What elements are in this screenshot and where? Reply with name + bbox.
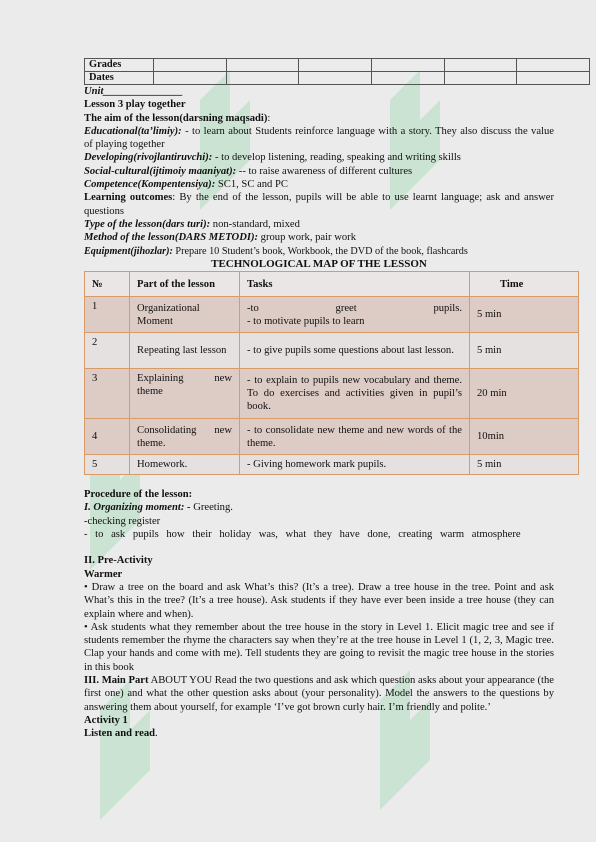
competence-text: SC1, SC and PC: [215, 179, 288, 191]
date-cell: [371, 72, 444, 85]
row-number: 5: [85, 455, 130, 475]
grade-cell: [226, 59, 299, 72]
table-row: [85, 297, 579, 333]
lesson-plan: [84, 58, 554, 741]
aim-label: The aim of the lesson(darsning maqsadi): [84, 112, 268, 124]
warmer-bullet-2: • Ask students what they remember about the tree house in the story in Level 1. Elicit magic tree and see if students remember the rhyme the characters say when they’re at the tree house in Level 1 (1, 2, 3, Magic tree. Clap your hands and come with me). Tell students they are going to revisit the magic tree house in the stories in this book: [84, 621, 554, 673]
date-cell: [154, 72, 227, 85]
row-time: 20 min: [470, 369, 579, 419]
aim-colon: :: [267, 112, 271, 124]
grade-cell: [154, 59, 227, 72]
row-tasks: [240, 297, 470, 333]
social-text: -- to raise awareness of different cultures: [236, 165, 413, 177]
table-row: [85, 72, 590, 85]
main-part-paragraph: [84, 674, 554, 714]
table-row: [85, 369, 579, 419]
row-part: Explaining new theme: [130, 369, 240, 419]
row-number: 3: [85, 369, 130, 419]
table-row: [85, 455, 579, 475]
activity-text: Listen and read: [84, 728, 156, 740]
grade-cell: [299, 59, 372, 72]
outcomes-label: Learning outcomes: [84, 192, 173, 204]
type-line: [84, 218, 554, 231]
method-line: [84, 231, 554, 244]
row-number: 2: [85, 333, 130, 369]
ask-text-a: - to ask pupils how their holiday was: [84, 529, 276, 541]
competence-line: [84, 178, 554, 191]
task-line-1: [247, 302, 462, 315]
row-part: Homework.: [130, 455, 240, 475]
row-number: 4: [85, 419, 130, 455]
type-label: Type of the lesson(dars turi):: [84, 218, 211, 230]
column-header-part: Part of the lesson: [130, 272, 240, 297]
technological-map-table: [84, 271, 579, 475]
ask-line: [84, 528, 554, 541]
date-cell: [299, 72, 372, 85]
equipment-label: Equipment(jihozlar):: [84, 245, 173, 257]
column-header-time: Time: [470, 272, 579, 297]
main-part-label: III. Main Part: [84, 675, 149, 687]
task-word: greet: [335, 302, 357, 314]
activity-line: [84, 727, 554, 740]
educational-text: - to learn about Students reinforce language with a story. They also discuss the value of playing together: [84, 125, 554, 151]
table-row: [85, 333, 579, 369]
checking-line: -checking register: [84, 515, 161, 527]
date-cell: [226, 72, 299, 85]
method-label: Method of the lesson(DARS METODI):: [84, 232, 259, 244]
row-part: Repeating last lesson: [130, 333, 240, 369]
procedure-title: Procedure of the lesson:: [84, 489, 193, 501]
grades-label: Grades: [85, 59, 154, 72]
competence-label: Competence(Kompentensiya):: [84, 179, 216, 191]
row-number: 1: [85, 297, 130, 333]
type-text: non-standard, mixed: [210, 218, 300, 230]
organizing-label: I. Organizing moment: -: [84, 502, 191, 514]
warmer-title: Warmer: [84, 568, 123, 580]
row-time: 5 min: [470, 333, 579, 369]
grade-cell: [517, 59, 590, 72]
column-header-tasks: Tasks: [240, 272, 470, 297]
educational-line: [84, 125, 554, 152]
equipment-line: [84, 245, 554, 258]
grade-cell: [371, 59, 444, 72]
task-word: -to: [247, 302, 259, 314]
spacer: [84, 541, 554, 554]
warmer-bullet-1: • Draw a tree on the board and ask What’s this? (It’s a tree). Draw a tree house in the tree. Point and ask What’s this in the tree? (It’s a tree house). Ask students if they have ever been inside a tree house (they can explain where and when).: [84, 581, 554, 620]
ask-text-b: , what they have done, creating warm atmosphere: [275, 529, 521, 541]
outcomes-text: : By the end of the lesson, pupils will be able to use learnt language; ask and answer questions: [84, 192, 554, 217]
row-tasks: - to consolidate new theme and new words of the theme.: [240, 419, 470, 455]
row-part: Organizational Moment: [130, 297, 240, 333]
main-part-text: ABOUT YOU Read the two questions and ask which question asks about your appearance (the first one) and what the other question asks about (your personality). Model the answers to the questions by answering them about yourself, for example ‘I’ve got brown curly hair. I’m friendly and polite.’: [84, 675, 554, 713]
organizing-text: Greeting.: [190, 502, 233, 514]
aim-line: [84, 112, 554, 125]
social-line: [84, 165, 554, 178]
outcomes-line: [84, 191, 554, 218]
task-word: pupils.: [433, 302, 462, 314]
table-row: [85, 59, 590, 72]
social-label: Social-cultural(ijtimoiy maaniyat):: [84, 165, 237, 177]
row-tasks: - Giving homework mark pupils.: [240, 455, 470, 475]
educational-label: Educational(ta’limiy):: [84, 125, 182, 137]
row-tasks: - to give pupils some questions about last lesson.: [240, 333, 470, 369]
row-tasks: - to explain to pupils new vocabulary and theme. To do exercises and activities given in pupil’s book.: [240, 369, 470, 419]
lesson-title: Lesson 3 play together: [84, 99, 186, 111]
grades-dates-table: [84, 58, 590, 85]
row-time: 10min: [470, 419, 579, 455]
column-header-number: №: [85, 272, 130, 297]
developing-text: - to develop listening, reading, speaking and writing skills: [212, 152, 461, 164]
developing-label: Developing(rivojlantiruvchi):: [84, 152, 213, 164]
date-cell: [517, 72, 590, 85]
row-part: Consolidating new theme.: [130, 419, 240, 455]
unit-line: Unit_______________: [84, 86, 183, 97]
table-row: [85, 419, 579, 455]
row-time: 5 min: [470, 455, 579, 475]
dates-label: Dates: [85, 72, 154, 85]
row-time: 5 min: [470, 297, 579, 333]
task-line-2: - to motivate pupils to learn: [247, 315, 365, 327]
pre-activity-title: II. Pre-Activity: [84, 555, 153, 567]
map-title: TECHNOLOGICAL MAP OF THE LESSON: [211, 257, 427, 270]
activity-dot: .: [155, 728, 158, 740]
grade-cell: [444, 59, 517, 72]
spacer: [84, 475, 554, 488]
organizing-moment-line: [84, 501, 554, 514]
developing-line: [84, 151, 554, 164]
activity-title: Activity 1: [84, 714, 128, 726]
equipment-text: Prepare 10 Student’s book, Workbook, the DVD of the book, flashcards: [172, 245, 468, 257]
method-text: group work, pair work: [258, 232, 357, 244]
date-cell: [444, 72, 517, 85]
table-header-row: [85, 272, 579, 297]
